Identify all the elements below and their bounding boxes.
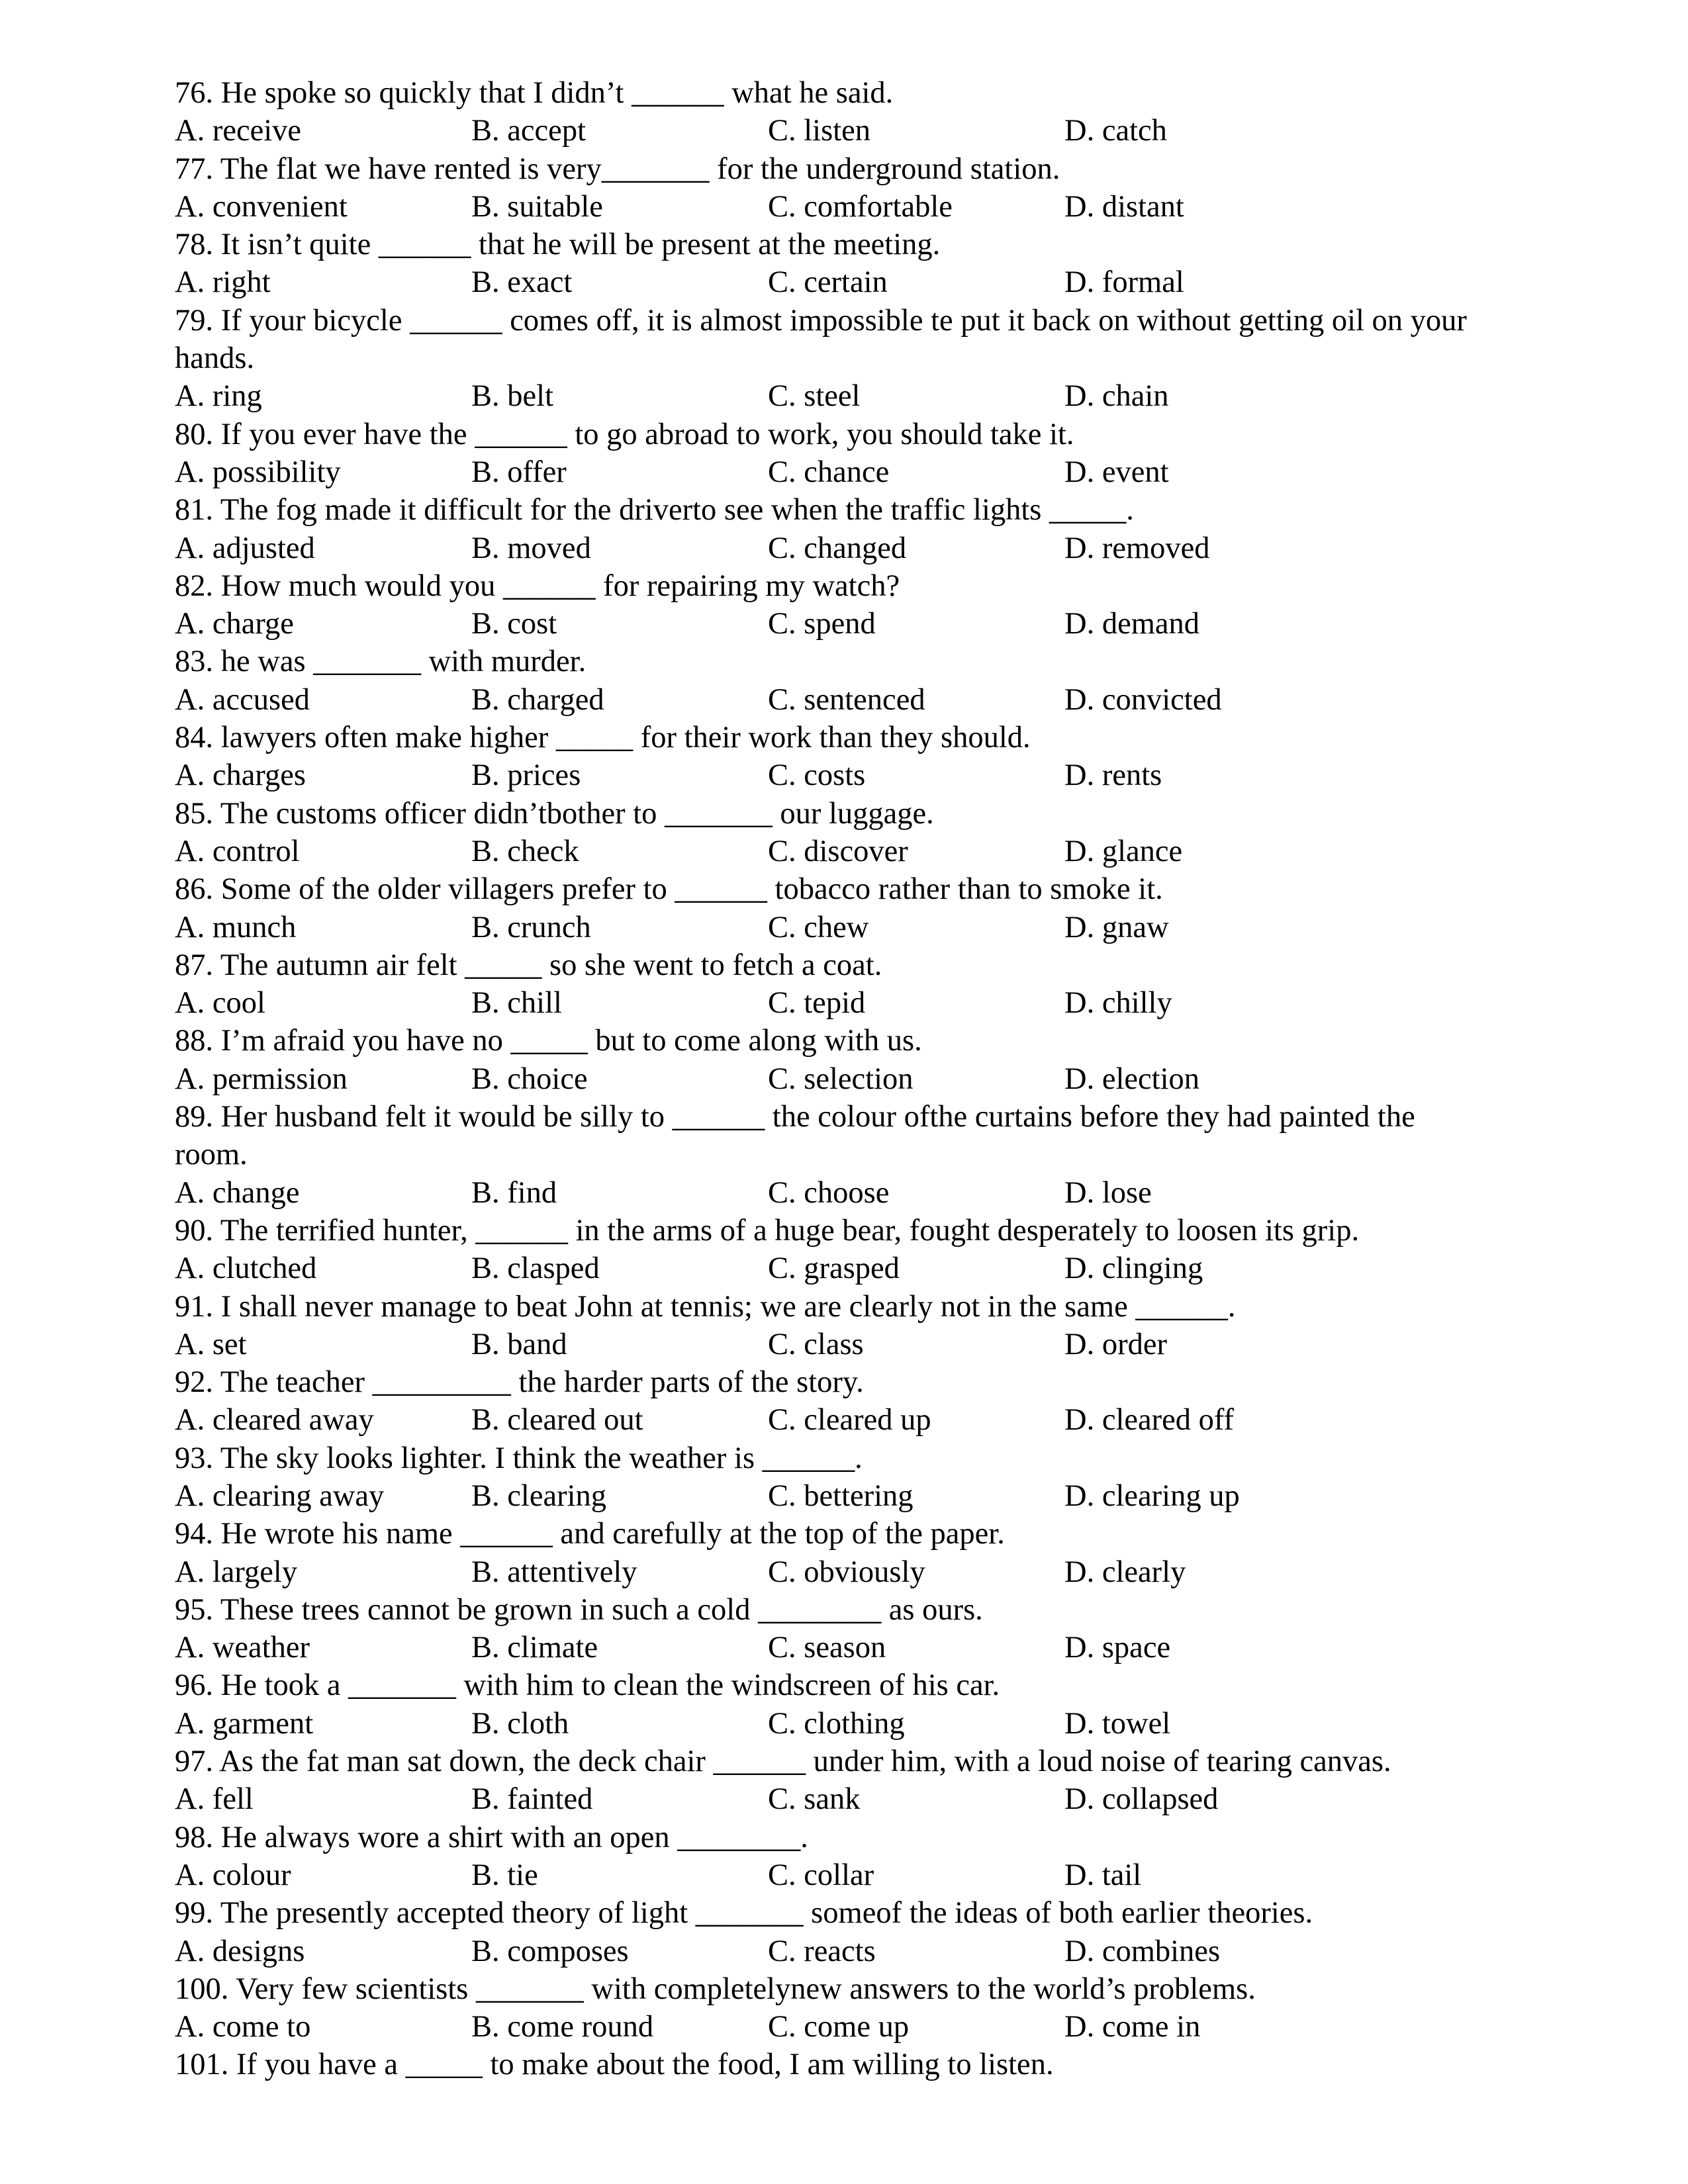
question-88 — [175, 1022, 1472, 1098]
question-99 — [175, 1894, 1472, 1970]
option-b[interactable]: B. chill — [471, 986, 562, 1021]
option-a[interactable]: A. cool — [175, 986, 265, 1021]
option-a[interactable]: A. charges — [175, 758, 306, 793]
option-a[interactable]: A. garment — [175, 1706, 314, 1741]
question-91 — [175, 1288, 1472, 1364]
question-stem: 80. If you ever have the ______ to go abroad to work, you should take it. — [175, 417, 1074, 451]
question-78 — [175, 226, 1472, 302]
answer-options — [175, 263, 1472, 301]
question-79 — [175, 302, 1472, 416]
option-c[interactable]: C. obviously — [768, 1555, 925, 1589]
answer-options — [175, 833, 1472, 870]
option-b[interactable]: B. tie — [471, 1858, 538, 1892]
option-d[interactable]: D. removed — [1064, 531, 1210, 565]
question-80 — [175, 416, 1472, 492]
option-b[interactable]: B. composes — [471, 1934, 629, 1968]
option-a[interactable]: A. convenient — [175, 189, 348, 224]
question-94 — [175, 1515, 1472, 1591]
option-b[interactable]: B. band — [471, 1327, 567, 1361]
question-stem: 92. The teacher _________ the harder parts of the story. — [175, 1365, 864, 1400]
option-b[interactable]: B. come round — [471, 2010, 654, 2044]
option-b[interactable]: B. moved — [471, 531, 591, 565]
answer-options — [175, 756, 1472, 794]
option-c[interactable]: C. tepid — [768, 986, 866, 1021]
option-c[interactable]: C. selection — [768, 1062, 914, 1096]
option-a[interactable]: A. accused — [175, 682, 310, 717]
option-a[interactable]: A. munch — [175, 910, 297, 944]
option-b[interactable]: B. cost — [471, 607, 557, 641]
question-81 — [175, 491, 1472, 567]
option-d[interactable]: D. rents — [1064, 758, 1162, 793]
answer-options — [175, 1060, 1472, 1098]
option-b[interactable]: B. clasped — [471, 1251, 600, 1286]
answer-options — [175, 1933, 1472, 1970]
option-a[interactable]: A. largely — [175, 1555, 298, 1589]
option-c[interactable]: C. chance — [768, 455, 890, 489]
option-a[interactable]: A. clearing away — [175, 1479, 385, 1513]
option-d[interactable]: D. towel — [1064, 1706, 1171, 1741]
answer-options — [175, 605, 1472, 643]
option-a[interactable]: A. receive — [175, 114, 302, 148]
option-c[interactable]: C. reacts — [768, 1934, 876, 1968]
option-a[interactable]: A. clutched — [175, 1251, 317, 1286]
option-d[interactable]: D. election — [1064, 1062, 1200, 1096]
option-a[interactable]: A. control — [175, 834, 300, 868]
option-b[interactable]: B. choice — [471, 1062, 588, 1096]
option-d[interactable]: D. combines — [1064, 1934, 1221, 1968]
option-d[interactable]: D. chain — [1064, 379, 1169, 414]
question-90 — [175, 1212, 1472, 1288]
option-a[interactable]: A. right — [175, 265, 271, 300]
option-c[interactable]: C. discover — [768, 834, 908, 868]
option-a[interactable]: A. cleared away — [175, 1403, 374, 1437]
option-d[interactable]: D. clearing up — [1064, 1479, 1240, 1513]
question-stem: 88. I’m afraid you have no _____ but to come along with us. — [175, 1024, 922, 1058]
option-c[interactable]: C. sank — [768, 1782, 861, 1817]
question-stem: 96. He took a _______ with him to clean the windscreen of his car. — [175, 1668, 1000, 1703]
option-b[interactable]: B. cloth — [471, 1706, 569, 1741]
answer-options — [175, 453, 1472, 491]
option-c[interactable]: C. costs — [768, 758, 866, 793]
option-c[interactable]: C. cleared up — [768, 1403, 931, 1437]
option-b[interactable]: B. offer — [471, 455, 567, 489]
option-b[interactable]: B. suitable — [471, 189, 603, 224]
option-d[interactable]: D. come in — [1064, 2010, 1201, 2044]
question-82 — [175, 567, 1472, 643]
option-d[interactable]: D. tail — [1064, 1858, 1142, 1892]
option-b[interactable]: B. check — [471, 834, 579, 868]
question-86 — [175, 870, 1472, 946]
option-d[interactable]: D. distant — [1064, 189, 1184, 224]
option-d[interactable]: D. catch — [1064, 114, 1167, 148]
option-c[interactable]: C. certain — [768, 265, 888, 300]
option-d[interactable]: D. cleared off — [1064, 1403, 1235, 1437]
question-stem: 84. lawyers often make higher _____ for their work than they should. — [175, 721, 1031, 755]
option-c[interactable]: C. season — [768, 1631, 886, 1665]
answer-options — [175, 2008, 1472, 2046]
question-stem: 94. He wrote his name ______ and carefully at the top of the paper. — [175, 1517, 1005, 1551]
question-stem: 77. The flat we have rented is very_______ for the underground station. — [175, 152, 1060, 186]
option-c[interactable]: C. clothing — [768, 1706, 905, 1741]
option-c[interactable]: C. choose — [768, 1175, 890, 1210]
answer-options — [175, 1174, 1472, 1212]
answer-options — [175, 1326, 1472, 1363]
option-d[interactable]: D. gnaw — [1064, 910, 1169, 944]
question-83 — [175, 643, 1472, 719]
question-95 — [175, 1591, 1472, 1667]
answer-options — [175, 681, 1472, 719]
question-stem: 76. He spoke so quickly that I didn’t ______ what he said. — [175, 76, 894, 110]
option-b[interactable]: B. charged — [471, 682, 604, 717]
option-a[interactable]: A. adjusted — [175, 531, 315, 565]
question-101 — [175, 2046, 1472, 2083]
option-d[interactable]: D. demand — [1064, 607, 1200, 641]
option-d[interactable]: D. space — [1064, 1631, 1171, 1665]
question-stem: 100. Very few scientists _______ with completelynew answers to the world’s problems. — [175, 1972, 1256, 2006]
question-stem: 101. If you have a _____ to make about the food, I am willing to listen. — [175, 2048, 1054, 2082]
option-c[interactable]: C. chew — [768, 910, 869, 944]
option-a[interactable]: A. charge — [175, 607, 294, 641]
question-97 — [175, 1743, 1472, 1819]
question-stem: 95. These trees cannot be grown in such a cold ________ as ours. — [175, 1592, 983, 1627]
option-b[interactable]: B. climate — [471, 1631, 598, 1665]
answer-options — [175, 1780, 1472, 1818]
question-76 — [175, 74, 1472, 150]
question-stem: 79. If your bicycle ______ comes off, it is almost impossible te put it back on without getting oil on your hands. — [175, 303, 1467, 376]
option-d[interactable]: D. chilly — [1064, 986, 1172, 1021]
question-98 — [175, 1819, 1472, 1895]
option-a[interactable]: A. come to — [175, 2010, 311, 2044]
option-a[interactable]: A. permission — [175, 1062, 348, 1096]
answer-options — [175, 377, 1472, 415]
question-stem: 89. Her husband felt it would be silly to ______ the colour ofthe curtains before they had painted the room. — [175, 1100, 1415, 1172]
option-a[interactable]: A. colour — [175, 1858, 291, 1892]
option-c[interactable]: C. grasped — [768, 1251, 900, 1286]
option-b[interactable]: B. exact — [471, 265, 573, 300]
option-b[interactable]: B. attentively — [471, 1555, 637, 1589]
answer-options — [175, 1477, 1472, 1515]
option-d[interactable]: D. order — [1064, 1327, 1167, 1361]
option-c[interactable]: C. come up — [768, 2010, 910, 2044]
option-d[interactable]: D. clearly — [1064, 1555, 1186, 1589]
option-c[interactable]: C. steel — [768, 379, 861, 414]
answer-options — [175, 1856, 1472, 1894]
question-96 — [175, 1666, 1472, 1743]
option-b[interactable]: B. accept — [471, 114, 586, 148]
option-a[interactable]: A. designs — [175, 1934, 305, 1968]
option-d[interactable]: D. collapsed — [1064, 1782, 1219, 1817]
question-87 — [175, 946, 1472, 1023]
question-stem: 82. How much would you ______ for repairing my watch? — [175, 569, 900, 603]
question-stem: 90. The terrified hunter, ______ in the arms of a huge bear, fought desperately to loosen its grip. — [175, 1213, 1360, 1248]
option-a[interactable]: A. weather — [175, 1631, 310, 1665]
question-stem: 87. The autumn air felt _____ so she went to fetch a coat. — [175, 948, 882, 982]
option-c[interactable]: C. collar — [768, 1858, 874, 1892]
question-stem: 81. The fog made it difficult for the driverto see when the traffic lights _____. — [175, 493, 1134, 527]
option-c[interactable]: C. bettering — [768, 1479, 914, 1513]
option-c[interactable]: C. class — [768, 1327, 864, 1361]
option-b[interactable]: B. fainted — [471, 1782, 593, 1817]
option-c[interactable]: C. listen — [768, 114, 871, 148]
option-a[interactable]: A. fell — [175, 1782, 254, 1817]
answer-options — [175, 1553, 1472, 1591]
question-84 — [175, 719, 1472, 795]
option-d[interactable]: D. convicted — [1064, 682, 1222, 717]
option-b[interactable]: B. clearing — [471, 1479, 607, 1513]
answer-options — [175, 188, 1472, 226]
question-89 — [175, 1098, 1472, 1212]
option-a[interactable]: A. ring — [175, 379, 262, 414]
question-stem: 97. As the fat man sat down, the deck chair ______ under him, with a loud noise of tearing canvas. — [175, 1745, 1391, 1779]
question-stem: 99. The presently accepted theory of light _______ someof the ideas of both earlier theories. — [175, 1896, 1313, 1931]
option-b[interactable]: B. crunch — [471, 910, 591, 944]
option-a[interactable]: A. possibility — [175, 455, 341, 489]
option-a[interactable]: A. set — [175, 1327, 247, 1361]
option-b[interactable]: B. prices — [471, 758, 581, 793]
answer-options — [175, 1401, 1472, 1439]
answer-options — [175, 1629, 1472, 1666]
question-100 — [175, 1970, 1472, 2046]
option-d[interactable]: D. event — [1064, 455, 1169, 489]
question-stem: 78. It isn’t quite ______ that he will be present at the meeting. — [175, 228, 941, 262]
option-b[interactable]: B. cleared out — [471, 1403, 643, 1437]
option-d[interactable]: D. formal — [1064, 265, 1184, 300]
option-d[interactable]: D. clinging — [1064, 1251, 1203, 1286]
question-stem: 93. The sky looks lighter. I think the weather is ______. — [175, 1441, 863, 1475]
answer-options — [175, 112, 1472, 150]
option-c[interactable]: C. changed — [768, 531, 907, 565]
option-a[interactable]: A. change — [175, 1175, 300, 1210]
question-stem: 91. I shall never manage to beat John at tennis; we are clearly not in the same ______. — [175, 1289, 1236, 1324]
question-93 — [175, 1439, 1472, 1516]
option-d[interactable]: D. glance — [1064, 834, 1183, 868]
question-stem: 85. The customs officer didn’tbother to _______ our luggage. — [175, 796, 934, 831]
question-85 — [175, 795, 1472, 871]
question-92 — [175, 1363, 1472, 1439]
question-list — [175, 74, 1472, 2084]
option-b[interactable]: B. belt — [471, 379, 553, 414]
option-d[interactable]: D. lose — [1064, 1175, 1152, 1210]
option-c[interactable]: C. comfortable — [768, 189, 953, 224]
answer-options — [175, 984, 1472, 1022]
question-stem: 86. Some of the older villagers prefer to ______ tobacco rather than to smoke it. — [175, 872, 1163, 907]
answer-options — [175, 1705, 1472, 1743]
answer-options — [175, 529, 1472, 567]
question-stem: 98. He always wore a shirt with an open ________. — [175, 1820, 808, 1854]
answer-options — [175, 1250, 1472, 1287]
option-c[interactable]: C. sentenced — [768, 682, 925, 717]
answer-options — [175, 909, 1472, 946]
question-stem: 83. he was _______ with murder. — [175, 645, 586, 679]
question-77 — [175, 150, 1472, 226]
option-c[interactable]: C. spend — [768, 607, 876, 641]
option-b[interactable]: B. find — [471, 1175, 557, 1210]
